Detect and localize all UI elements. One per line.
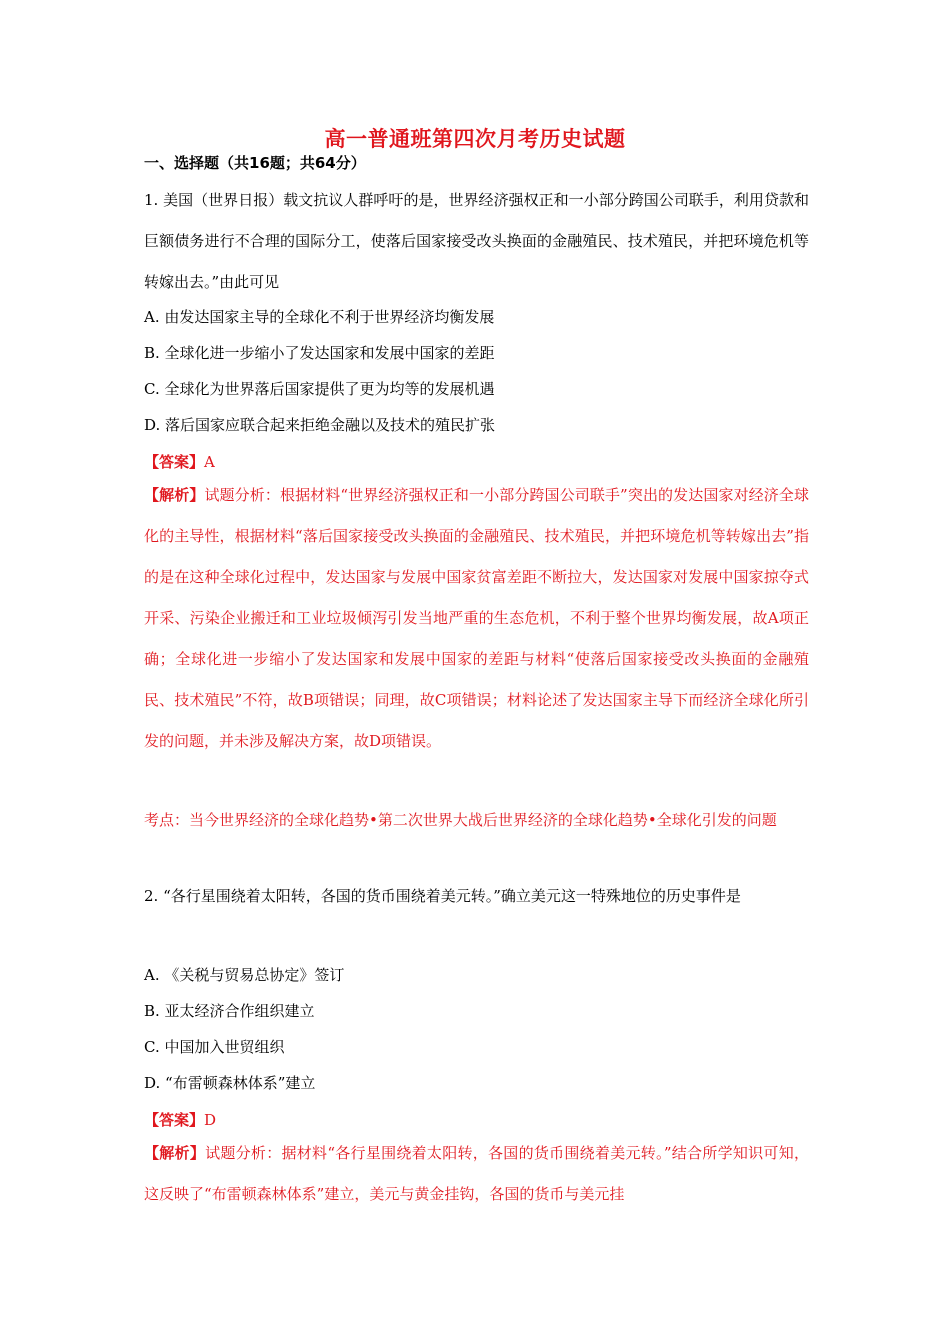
analysis-text: 试题分析：据材料“各行星围绕着太阳转，各国的货币围绕着美元转。”结合所学知识可知，这反映了“布雷顿森林体系”建立，美元与黄金挂钩，各国的货币与美元挂: [144, 1144, 809, 1203]
q2-option-b: B. 亚太经济合作组织建立: [144, 1002, 315, 1020]
analysis-label: 【解析】: [144, 1144, 206, 1162]
q2-option-c: C. 中国加入世贸组织: [144, 1038, 285, 1056]
answer-value: D: [204, 1111, 217, 1129]
q2-option-a: A. 《关税与贸易总协定》签订: [144, 966, 345, 984]
question-2-stem: 2. “各行星围绕着太阳转，各国的货币围绕着美元转。”确立美元这一特殊地位的历史事件是: [144, 887, 741, 905]
answer-label: 【答案】: [144, 1111, 205, 1129]
q2-option-d: D. “布雷顿森林体系”建立: [144, 1074, 316, 1092]
q1-option-c: C. 全球化为世界落后国家提供了更为均等的发展机遇: [144, 380, 495, 398]
analysis-text: 试题分析：根据材料“世界经济强权正和一小部分跨国公司联手”突出的发达国家对经济全球化的主导性，根据材料“落后国家接受改头换面的金融殖民、技术殖民，并把环境危机等转嫁出去”指的是在这种全球化过程中，发达国家与发展中国家贫富差距不断拉大，发达国家对发展中国家掠夺式开采、污染企业搬迁和工业垃圾倾泻引发当地严重的生态危机，不利于整个世界均衡发展，故A项正确；全球化进一步缩小了发达国家和发展中国家的差距与材料“使落后国家接受改头换面的金融殖民、技术殖民”不符，故B项错误；同理，故C项错误；材料论述了发达国家主导下而经济全球化所引发的问题，并未涉及解决方案，故D项错误。: [144, 486, 809, 750]
q1-option-d: D. 落后国家应联合起来拒绝金融以及技术的殖民扩张: [144, 416, 496, 434]
section-heading: 一、选择题（共16题；共64分）: [144, 154, 366, 172]
q1-option-b: B. 全球化进一步缩小了发达国家和发展中国家的差距: [144, 344, 495, 362]
analysis-label: 【解析】: [144, 486, 205, 504]
question-1-stem: 1. 美国（世界日报）载文抗议人群呼吁的是，世界经济强权正和一小部分跨国公司联手，利用贷款和巨额债务进行不合理的国际分工，使落后国家接受改头换面的金融殖民、技术殖民，并把环境危机等转嫁出去。”由此可见: [144, 191, 809, 291]
q1-option-a: A. 由发达国家主导的全球化不利于世界经济均衡发展: [144, 308, 495, 326]
q1-analysis: [144, 475, 809, 762]
q2-answer: [144, 1109, 216, 1130]
q1-answer: [144, 451, 215, 472]
q2-analysis: [144, 1133, 809, 1215]
answer-value: A: [204, 453, 215, 471]
answer-label: 【答案】: [144, 453, 205, 471]
page-title: 高一普通班第四次月考历史试题: [324, 127, 626, 151]
q1-kaodian: 考点：当今世界经济的全球化趋势•第二次世界大战后世界经济的全球化趋势•全球化引发的问题: [144, 811, 777, 829]
